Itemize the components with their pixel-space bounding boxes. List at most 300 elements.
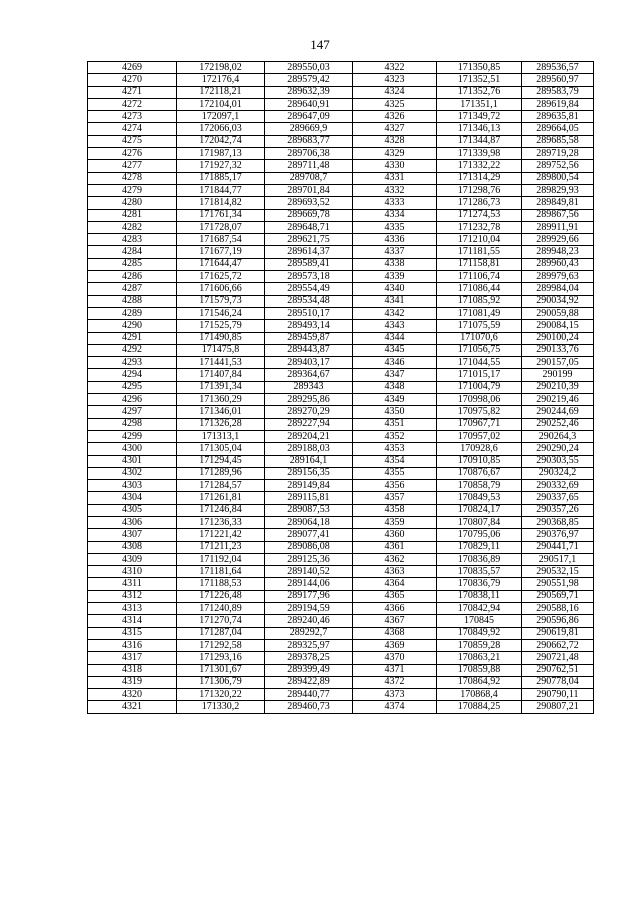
table-row [88,603,594,615]
point-number-right-cell: 4349 [353,394,437,406]
y-coordinate-left-cell: 289708,7 [265,172,353,184]
x-coordinate-left-cell: 171313,1 [177,430,265,442]
y-coordinate-right-cell: 290084,15 [522,320,594,332]
point-number-left-cell: 4287 [88,283,177,295]
x-coordinate-left-cell: 171579,73 [177,295,265,307]
y-coordinate-right-cell: 289635,81 [522,111,594,123]
point-number-right-cell: 4325 [353,98,437,110]
y-coordinate-right-cell: 289560,97 [522,74,594,86]
point-number-right-cell: 4322 [353,62,437,74]
point-number-right-cell: 4330 [353,160,437,172]
point-number-right-cell: 4342 [353,307,437,319]
table-row [88,676,594,688]
x-coordinate-left-cell: 172176,4 [177,74,265,86]
point-number-left-cell: 4300 [88,443,177,455]
x-coordinate-left-cell: 171441,53 [177,357,265,369]
y-coordinate-left-cell: 289422,89 [265,676,353,688]
y-coordinate-left-cell: 289087,53 [265,504,353,516]
point-number-right-cell: 4331 [353,172,437,184]
x-coordinate-left-cell: 171306,79 [177,676,265,688]
y-coordinate-left-cell: 289614,37 [265,246,353,258]
table-row [88,123,594,135]
table-row [88,320,594,332]
y-coordinate-right-cell: 290337,65 [522,492,594,504]
y-coordinate-right-cell: 289960,43 [522,258,594,270]
x-coordinate-right-cell: 171332,22 [437,160,522,172]
table-row [88,529,594,541]
point-number-left-cell: 4294 [88,369,177,381]
point-number-right-cell: 4329 [353,148,437,160]
point-number-right-cell: 4323 [353,74,437,86]
y-coordinate-left-cell: 289177,96 [265,590,353,602]
x-coordinate-right-cell: 170967,71 [437,418,522,430]
point-number-left-cell: 4306 [88,516,177,528]
y-coordinate-left-cell: 289325,97 [265,639,353,651]
y-coordinate-left-cell: 289364,67 [265,369,353,381]
x-coordinate-left-cell: 171293,16 [177,652,265,664]
x-coordinate-left-cell: 171289,96 [177,467,265,479]
y-coordinate-right-cell: 290059,88 [522,307,594,319]
x-coordinate-left-cell: 171211,23 [177,541,265,553]
y-coordinate-right-cell: 290807,21 [522,701,594,713]
y-coordinate-right-cell: 289664,05 [522,123,594,135]
table-row [88,443,594,455]
point-number-right-cell: 4355 [353,467,437,479]
y-coordinate-right-cell: 289752,56 [522,160,594,172]
point-number-right-cell: 4365 [353,590,437,602]
point-number-right-cell: 4358 [353,504,437,516]
point-number-right-cell: 4340 [353,283,437,295]
x-coordinate-right-cell: 171086,44 [437,283,522,295]
y-coordinate-left-cell: 289669,9 [265,123,353,135]
point-number-right-cell: 4334 [353,209,437,221]
x-coordinate-left-cell: 171490,85 [177,332,265,344]
y-coordinate-left-cell: 289573,18 [265,271,353,283]
y-coordinate-right-cell: 290532,15 [522,566,594,578]
table-row [88,394,594,406]
x-coordinate-right-cell: 170884,25 [437,701,522,713]
table-row [88,639,594,651]
x-coordinate-right-cell: 171344,87 [437,135,522,147]
table-row [88,627,594,639]
y-coordinate-left-cell: 289493,14 [265,320,353,332]
point-number-left-cell: 4298 [88,418,177,430]
y-coordinate-right-cell: 289911,91 [522,221,594,233]
x-coordinate-right-cell: 170836,89 [437,553,522,565]
point-number-right-cell: 4360 [353,529,437,541]
x-coordinate-right-cell: 170863,21 [437,652,522,664]
x-coordinate-left-cell: 171844,77 [177,184,265,196]
x-coordinate-right-cell: 170795,06 [437,529,522,541]
x-coordinate-right-cell: 170864,92 [437,676,522,688]
y-coordinate-right-cell: 289948,23 [522,246,594,258]
point-number-left-cell: 4282 [88,221,177,233]
x-coordinate-left-cell: 172042,74 [177,135,265,147]
x-coordinate-right-cell: 170807,84 [437,516,522,528]
y-coordinate-right-cell: 290244,69 [522,406,594,418]
y-coordinate-left-cell: 289648,71 [265,221,353,233]
y-coordinate-left-cell: 289403,17 [265,357,353,369]
x-coordinate-right-cell: 171349,72 [437,111,522,123]
x-coordinate-left-cell: 172104,01 [177,98,265,110]
point-number-right-cell: 4367 [353,615,437,627]
table-row [88,209,594,221]
point-number-left-cell: 4303 [88,480,177,492]
x-coordinate-left-cell: 171728,07 [177,221,265,233]
y-coordinate-right-cell: 289719,28 [522,148,594,160]
table-row [88,480,594,492]
x-coordinate-right-cell: 170849,92 [437,627,522,639]
y-coordinate-left-cell: 289295,86 [265,394,353,406]
y-coordinate-left-cell: 289701,84 [265,184,353,196]
y-coordinate-left-cell: 289164,1 [265,455,353,467]
x-coordinate-left-cell: 171326,28 [177,418,265,430]
y-coordinate-right-cell: 290219,46 [522,394,594,406]
y-coordinate-left-cell: 289554,49 [265,283,353,295]
y-coordinate-right-cell: 289867,56 [522,209,594,221]
x-coordinate-left-cell: 171885,17 [177,172,265,184]
table-row [88,664,594,676]
point-number-left-cell: 4297 [88,406,177,418]
y-coordinate-left-cell: 289550,03 [265,62,353,74]
y-coordinate-right-cell: 289829,93 [522,184,594,196]
y-coordinate-left-cell: 289140,52 [265,566,353,578]
x-coordinate-right-cell: 171298,76 [437,184,522,196]
point-number-right-cell: 4335 [353,221,437,233]
y-coordinate-left-cell: 289640,91 [265,98,353,110]
x-coordinate-left-cell: 172118,21 [177,86,265,98]
x-coordinate-left-cell: 171292,58 [177,639,265,651]
point-number-right-cell: 4361 [353,541,437,553]
x-coordinate-right-cell: 170910,85 [437,455,522,467]
y-coordinate-left-cell: 289156,35 [265,467,353,479]
y-coordinate-left-cell: 289589,41 [265,258,353,270]
y-coordinate-left-cell: 289378,25 [265,652,353,664]
x-coordinate-left-cell: 171546,24 [177,307,265,319]
y-coordinate-right-cell: 290368,85 [522,516,594,528]
y-coordinate-right-cell: 290199 [522,369,594,381]
y-coordinate-left-cell: 289647,09 [265,111,353,123]
x-coordinate-right-cell: 171274,53 [437,209,522,221]
x-coordinate-right-cell: 171232,78 [437,221,522,233]
point-number-right-cell: 4350 [353,406,437,418]
x-coordinate-right-cell: 171314,29 [437,172,522,184]
point-number-left-cell: 4284 [88,246,177,258]
table-row [88,111,594,123]
y-coordinate-left-cell: 289440,77 [265,689,353,701]
y-coordinate-right-cell: 290332,69 [522,480,594,492]
x-coordinate-right-cell: 171286,73 [437,197,522,209]
table-row [88,62,594,74]
y-coordinate-left-cell: 289292,7 [265,627,353,639]
y-coordinate-left-cell: 289077,41 [265,529,353,541]
table-row [88,418,594,430]
y-coordinate-right-cell: 289979,63 [522,271,594,283]
y-coordinate-left-cell: 289460,73 [265,701,353,713]
x-coordinate-right-cell: 171352,51 [437,74,522,86]
point-number-left-cell: 4280 [88,197,177,209]
y-coordinate-right-cell: 289583,79 [522,86,594,98]
x-coordinate-right-cell: 170859,28 [437,639,522,651]
point-number-right-cell: 4324 [353,86,437,98]
x-coordinate-right-cell: 170859,88 [437,664,522,676]
point-number-right-cell: 4344 [353,332,437,344]
point-number-right-cell: 4368 [353,627,437,639]
x-coordinate-left-cell: 171261,81 [177,492,265,504]
y-coordinate-right-cell: 289685,58 [522,135,594,147]
point-number-left-cell: 4301 [88,455,177,467]
y-coordinate-right-cell: 289619,84 [522,98,594,110]
point-number-left-cell: 4311 [88,578,177,590]
point-number-left-cell: 4270 [88,74,177,86]
x-coordinate-left-cell: 171236,33 [177,516,265,528]
point-number-right-cell: 4374 [353,701,437,713]
table-row [88,492,594,504]
point-number-left-cell: 4299 [88,430,177,442]
y-coordinate-right-cell: 289929,66 [522,234,594,246]
y-coordinate-right-cell: 290376,97 [522,529,594,541]
point-number-right-cell: 4328 [353,135,437,147]
table-row [88,467,594,479]
table-row [88,553,594,565]
x-coordinate-right-cell: 170824,17 [437,504,522,516]
y-coordinate-right-cell: 290264,3 [522,430,594,442]
x-coordinate-right-cell: 170845 [437,615,522,627]
point-number-right-cell: 4351 [353,418,437,430]
x-coordinate-left-cell: 171814,82 [177,197,265,209]
x-coordinate-right-cell: 170928,6 [437,443,522,455]
x-coordinate-left-cell: 171305,04 [177,443,265,455]
point-number-left-cell: 4319 [88,676,177,688]
table-row [88,221,594,233]
point-number-left-cell: 4318 [88,664,177,676]
x-coordinate-right-cell: 171056,75 [437,344,522,356]
point-number-left-cell: 4295 [88,381,177,393]
y-coordinate-right-cell: 289536,57 [522,62,594,74]
page-number: 147 [310,37,330,52]
point-number-left-cell: 4296 [88,394,177,406]
x-coordinate-left-cell: 171301,67 [177,664,265,676]
x-coordinate-left-cell: 172097,1 [177,111,265,123]
point-number-left-cell: 4315 [88,627,177,639]
point-number-left-cell: 4290 [88,320,177,332]
point-number-left-cell: 4291 [88,332,177,344]
point-number-left-cell: 4304 [88,492,177,504]
x-coordinate-right-cell: 170836,79 [437,578,522,590]
table-row [88,98,594,110]
x-coordinate-left-cell: 171346,01 [177,406,265,418]
point-number-left-cell: 4272 [88,98,177,110]
point-number-right-cell: 4363 [353,566,437,578]
y-coordinate-left-cell: 289115,81 [265,492,353,504]
point-number-left-cell: 4321 [88,701,177,713]
point-number-left-cell: 4285 [88,258,177,270]
y-coordinate-right-cell: 290790,11 [522,689,594,701]
x-coordinate-right-cell: 171158,81 [437,258,522,270]
point-number-right-cell: 4353 [353,443,437,455]
point-number-left-cell: 4275 [88,135,177,147]
y-coordinate-right-cell: 290619,81 [522,627,594,639]
x-coordinate-left-cell: 171284,57 [177,480,265,492]
table-row [88,184,594,196]
y-coordinate-left-cell: 289459,87 [265,332,353,344]
x-coordinate-left-cell: 172198,02 [177,62,265,74]
x-coordinate-right-cell: 171085,92 [437,295,522,307]
point-number-left-cell: 4276 [88,148,177,160]
table-row [88,406,594,418]
x-coordinate-right-cell: 171015,17 [437,369,522,381]
y-coordinate-right-cell: 290157,05 [522,357,594,369]
x-coordinate-right-cell: 170829,11 [437,541,522,553]
table-row [88,652,594,664]
x-coordinate-right-cell: 171106,74 [437,271,522,283]
x-coordinate-left-cell: 171391,34 [177,381,265,393]
point-number-left-cell: 4317 [88,652,177,664]
y-coordinate-right-cell: 290569,71 [522,590,594,602]
table-row [88,307,594,319]
y-coordinate-left-cell: 289149,84 [265,480,353,492]
x-coordinate-right-cell: 170858,79 [437,480,522,492]
table-row [88,160,594,172]
x-coordinate-left-cell: 171188,53 [177,578,265,590]
y-coordinate-left-cell: 289534,48 [265,295,353,307]
x-coordinate-right-cell: 170975,82 [437,406,522,418]
table-row [88,74,594,86]
point-number-left-cell: 4286 [88,271,177,283]
point-number-right-cell: 4362 [353,553,437,565]
table-row [88,590,594,602]
y-coordinate-right-cell: 290210,39 [522,381,594,393]
x-coordinate-left-cell: 171625,72 [177,271,265,283]
y-coordinate-left-cell: 289227,94 [265,418,353,430]
table-row [88,504,594,516]
point-number-right-cell: 4356 [353,480,437,492]
x-coordinate-right-cell: 171081,49 [437,307,522,319]
y-coordinate-left-cell: 289270,29 [265,406,353,418]
point-number-right-cell: 4352 [353,430,437,442]
table-row [88,344,594,356]
y-coordinate-right-cell: 290034,92 [522,295,594,307]
y-coordinate-right-cell: 290662,72 [522,639,594,651]
x-coordinate-right-cell: 171210,04 [437,234,522,246]
point-number-right-cell: 4370 [353,652,437,664]
point-number-right-cell: 4346 [353,357,437,369]
y-coordinate-left-cell: 289399,49 [265,664,353,676]
y-coordinate-right-cell: 290762,51 [522,664,594,676]
point-number-right-cell: 4341 [353,295,437,307]
point-number-left-cell: 4307 [88,529,177,541]
x-coordinate-right-cell: 171350,85 [437,62,522,74]
table-row [88,135,594,147]
point-number-right-cell: 4345 [353,344,437,356]
y-coordinate-right-cell: 290721,48 [522,652,594,664]
point-number-right-cell: 4371 [353,664,437,676]
y-coordinate-left-cell: 289086,08 [265,541,353,553]
point-number-left-cell: 4269 [88,62,177,74]
table-row [88,295,594,307]
x-coordinate-left-cell: 171927,32 [177,160,265,172]
x-coordinate-right-cell: 170835,57 [437,566,522,578]
table-row [88,541,594,553]
y-coordinate-right-cell: 289984,04 [522,283,594,295]
x-coordinate-left-cell: 171320,22 [177,689,265,701]
point-number-left-cell: 4288 [88,295,177,307]
x-coordinate-right-cell: 170849,53 [437,492,522,504]
y-coordinate-left-cell: 289443,87 [265,344,353,356]
y-coordinate-right-cell: 290596,86 [522,615,594,627]
y-coordinate-right-cell: 290252,46 [522,418,594,430]
y-coordinate-left-cell: 289204,21 [265,430,353,442]
table-row [88,566,594,578]
x-coordinate-left-cell: 171677,19 [177,246,265,258]
table-row [88,234,594,246]
coordinates-table [87,61,594,714]
y-coordinate-right-cell: 290133,76 [522,344,594,356]
point-number-left-cell: 4278 [88,172,177,184]
point-number-right-cell: 4326 [353,111,437,123]
y-coordinate-left-cell: 289621,75 [265,234,353,246]
point-number-left-cell: 4293 [88,357,177,369]
point-number-right-cell: 4347 [353,369,437,381]
x-coordinate-left-cell: 171525,79 [177,320,265,332]
x-coordinate-left-cell: 171246,84 [177,504,265,516]
y-coordinate-left-cell: 289343 [265,381,353,393]
table-row [88,615,594,627]
y-coordinate-right-cell: 290441,71 [522,541,594,553]
point-number-right-cell: 4333 [353,197,437,209]
y-coordinate-right-cell: 290357,26 [522,504,594,516]
point-number-left-cell: 4320 [88,689,177,701]
x-coordinate-left-cell: 171687,54 [177,234,265,246]
x-coordinate-left-cell: 171270,74 [177,615,265,627]
x-coordinate-right-cell: 171044,55 [437,357,522,369]
y-coordinate-left-cell: 289711,48 [265,160,353,172]
table-row [88,197,594,209]
point-number-right-cell: 4343 [353,320,437,332]
x-coordinate-left-cell: 172066,03 [177,123,265,135]
x-coordinate-right-cell: 170957,02 [437,430,522,442]
y-coordinate-right-cell: 290517,1 [522,553,594,565]
y-coordinate-left-cell: 289194,59 [265,603,353,615]
table-row [88,455,594,467]
table-row [88,516,594,528]
x-coordinate-right-cell: 171352,76 [437,86,522,98]
point-number-right-cell: 4338 [353,258,437,270]
point-number-left-cell: 4271 [88,86,177,98]
x-coordinate-left-cell: 171407,84 [177,369,265,381]
table-row [88,369,594,381]
point-number-left-cell: 4283 [88,234,177,246]
table-row [88,357,594,369]
x-coordinate-left-cell: 171360,29 [177,394,265,406]
y-coordinate-left-cell: 289510,17 [265,307,353,319]
point-number-left-cell: 4316 [88,639,177,651]
table-row [88,258,594,270]
table-row [88,148,594,160]
x-coordinate-left-cell: 171475,8 [177,344,265,356]
y-coordinate-left-cell: 289706,38 [265,148,353,160]
point-number-right-cell: 4366 [353,603,437,615]
point-number-right-cell: 4364 [353,578,437,590]
x-coordinate-right-cell: 171181,55 [437,246,522,258]
y-coordinate-right-cell: 290324,2 [522,467,594,479]
point-number-left-cell: 4279 [88,184,177,196]
point-number-left-cell: 4310 [88,566,177,578]
x-coordinate-left-cell: 171987,13 [177,148,265,160]
table-row [88,332,594,344]
y-coordinate-right-cell: 290100,24 [522,332,594,344]
x-coordinate-right-cell: 171075,59 [437,320,522,332]
